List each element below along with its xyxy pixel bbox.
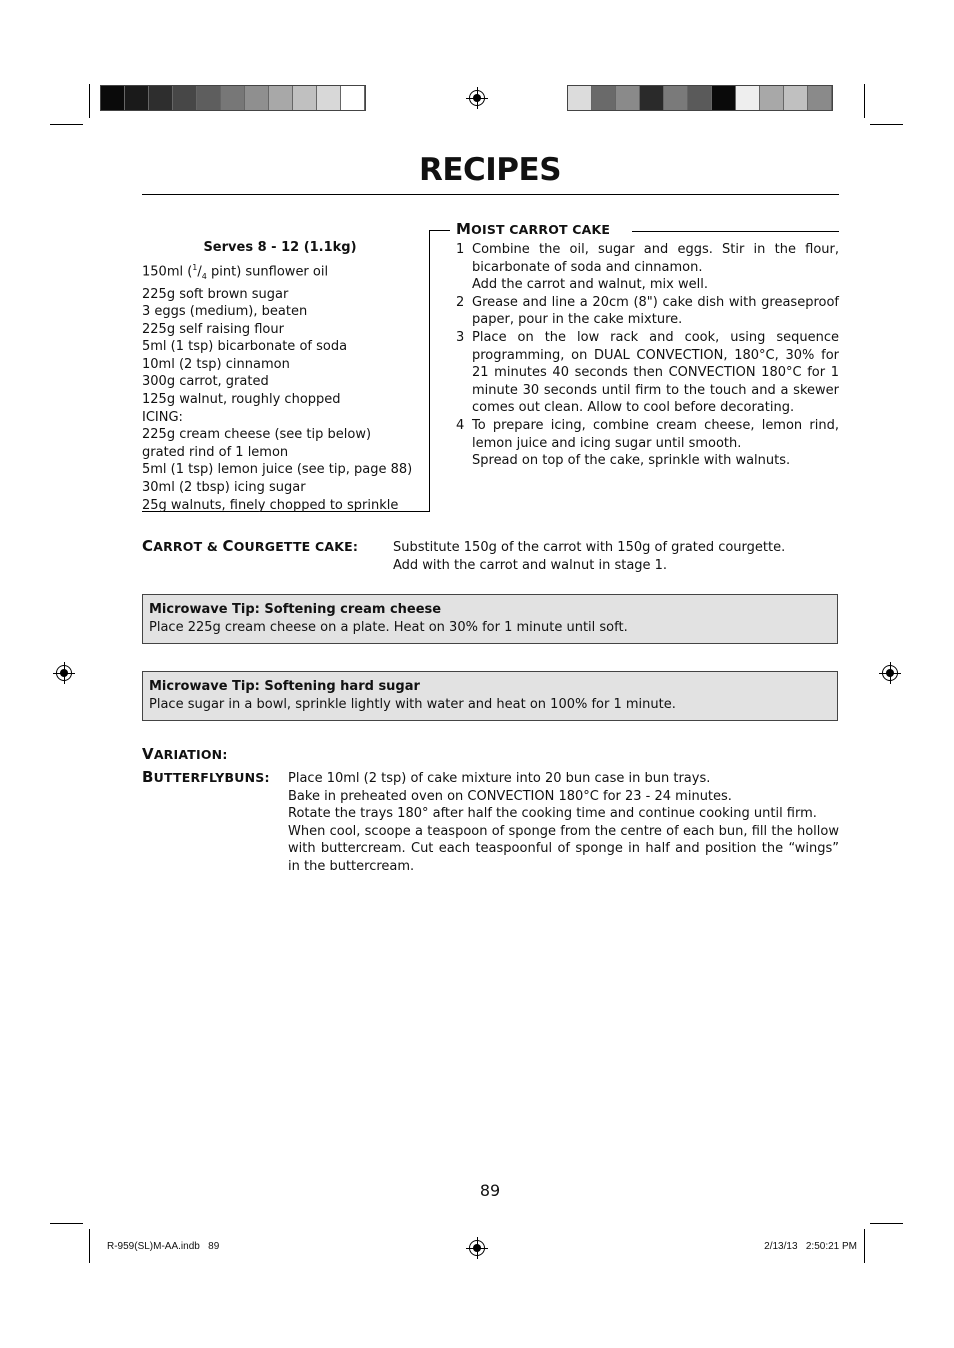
tip-title: Microwave Tip: Softening cream cheese: [149, 602, 442, 617]
color-swatch: [760, 86, 784, 110]
color-swatch: [149, 86, 173, 110]
color-swatch: [269, 86, 293, 110]
ingredient-item: 225g self raising flour: [142, 321, 284, 337]
color-swatch: [245, 86, 269, 110]
color-bar-right: [567, 85, 833, 111]
footer-file-name: R-959(SL)M-AA.indb 89: [107, 1241, 220, 1252]
color-swatch: [568, 86, 592, 110]
crop-mark: [870, 124, 903, 125]
serves-label: Serves 8 - 12 (1.1kg): [203, 240, 357, 255]
color-swatch: [125, 86, 149, 110]
variation-heading: VARIATION:: [142, 745, 228, 763]
tip-text: Place sugar in a bowl, sprinkle lightly with water and heat on 100% for 1 minute.: [149, 696, 676, 712]
registration-mark-icon: [469, 90, 485, 106]
title-rule: [142, 194, 839, 195]
crop-mark: [864, 1229, 865, 1263]
color-swatch: [592, 86, 616, 110]
method-step: 1 Combine the oil, sugar and eggs. Stir in the flour, bicarbonate of soda and cinnamon. Add the carrot and walnut, mix well.: [456, 242, 839, 293]
method-step: 3 Place on the low rack and cook, using sequence programming, on DUAL CONVECTION, 180°C, 30% for 21 minutes 40 seconds then CONVECTION 180°C for 1 minute 30 seconds until firm to the touch and a skewer comes out clean. Allow to cool before decorating.: [456, 329, 839, 416]
footer-timestamp: 2/13/13 2:50:21 PM: [764, 1241, 857, 1252]
microwave-tip-box: [142, 594, 838, 644]
tip-title: Microwave Tip: Softening hard sugar: [149, 679, 420, 694]
color-swatch: [784, 86, 808, 110]
registration-mark-icon: [882, 665, 898, 681]
crop-mark: [50, 124, 83, 125]
ingredient-item: 25g walnuts, finely chopped to sprinkle: [142, 497, 399, 513]
ingredient-item: 150ml ($^1/_4$ pint) sunflower oil: [142, 263, 329, 281]
ingredient-item: 5ml (1 tsp) lemon juice (see tip, page 88): [142, 462, 413, 478]
ingredient-item: grated rind of 1 lemon: [142, 444, 289, 460]
ingredients-list: [142, 259, 428, 514]
color-swatch: [688, 86, 712, 110]
registration-mark-icon: [469, 1240, 485, 1256]
crop-mark: [89, 1229, 90, 1263]
ingredient-item: 300g carrot, grated: [142, 374, 269, 390]
method-heading-rule: [632, 231, 839, 232]
color-swatch: [293, 86, 317, 110]
icing-heading: ICING:: [142, 409, 183, 425]
ingredient-item: 125g walnut, roughly chopped: [142, 392, 341, 408]
crop-mark: [50, 1223, 83, 1224]
method-heading: MOIST CARROT CAKE: [456, 220, 611, 238]
color-swatch: [736, 86, 760, 110]
crop-mark: [864, 84, 865, 118]
ingredient-item: 225g soft brown sugar: [142, 286, 289, 302]
microwave-tip-box: [142, 671, 838, 721]
tip-text: Place 225g cream cheese on a plate. Heat on 30% for 1 minute until soft.: [149, 619, 628, 635]
color-swatch: [317, 86, 341, 110]
ingredient-item: 5ml (1 tsp) bicarbonate of soda: [142, 339, 348, 355]
butterflybuns-heading: BUTTERFLYBUNS:: [142, 768, 270, 786]
color-swatch: [616, 86, 640, 110]
ingredients-box-rule-right: [429, 230, 430, 511]
color-swatch: [221, 86, 245, 110]
method-step: 2 Grease and line a 20cm (8") cake dish with greaseproof paper, pour in the cake mixture.: [456, 294, 839, 328]
page-number: 89: [479, 1181, 501, 1200]
color-swatch: [808, 86, 832, 110]
color-swatch: [664, 86, 688, 110]
color-swatch: [341, 86, 365, 110]
method-step: 4 To prepare icing, combine cream cheese, lemon rind, lemon juice and icing sugar until smooth. Spread on top of the cake, sprinkle with walnuts.: [456, 417, 839, 469]
color-bar-left: [100, 85, 366, 111]
ingredient-item: 225g cream cheese (see tip below): [142, 427, 372, 443]
color-swatch: [101, 86, 125, 110]
crop-mark: [870, 1223, 903, 1224]
carrot-courgette-heading: CARROT & COURGETTE CAKE:: [142, 537, 359, 555]
registration-mark-icon: [56, 665, 72, 681]
ingredient-item: 30ml (2 tbsp) icing sugar: [142, 480, 306, 496]
ingredients-box-rule-top: [429, 230, 450, 231]
ingredient-item: 10ml (2 tsp) cinnamon: [142, 356, 290, 372]
method-steps: [456, 241, 839, 470]
color-swatch: [173, 86, 197, 110]
butterflybuns-text: Place 10ml (2 tsp) of cake mixture into 20 bun case in bun trays. Bake in preheated oven on CONVECTION 180°C for 23 - 24 minutes. Rotate the trays 180° after half the cooking time and continue cooking until firm. When cool, scoope a teaspoon of sponge from the centre of each bun, fill the hollow with buttercream. Cut each teaspoonful of sponge in half and position the “wings” in the buttercream.: [288, 771, 839, 874]
crop-mark: [89, 84, 90, 118]
color-swatch: [640, 86, 664, 110]
color-swatch: [197, 86, 221, 110]
color-swatch: [712, 86, 736, 110]
page-title: RECIPES: [418, 152, 562, 188]
carrot-courgette-text: Substitute 150g of the carrot with 150g of grated courgette. Add with the carrot and walnut in stage 1.: [393, 540, 786, 573]
ingredient-item: 3 eggs (medium), beaten: [142, 304, 308, 320]
